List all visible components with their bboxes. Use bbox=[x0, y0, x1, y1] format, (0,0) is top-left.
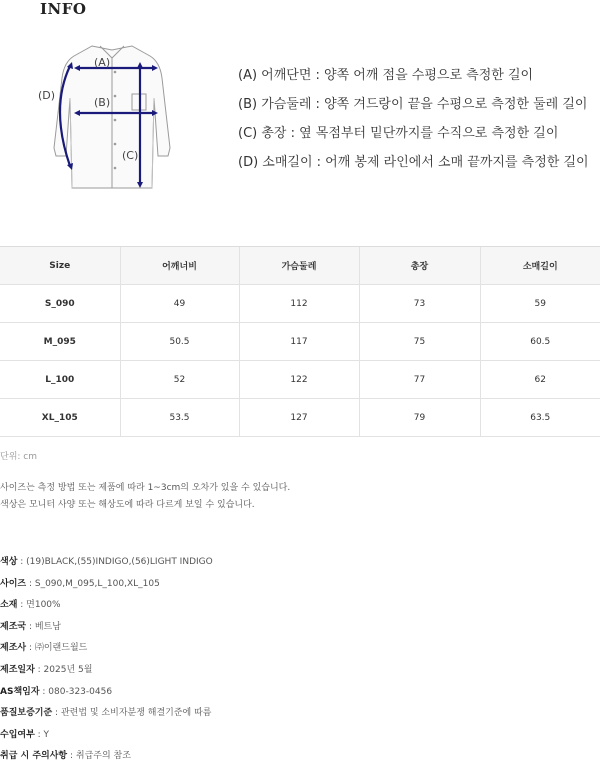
size-cell: M_095 bbox=[0, 323, 120, 361]
measurement-descriptions bbox=[238, 64, 589, 180]
sleeve-cell: 63.5 bbox=[480, 399, 600, 437]
shoulder-cell: 50.5 bbox=[120, 323, 239, 361]
spec-label: 소재 bbox=[0, 600, 18, 611]
size-cell: XL_105 bbox=[0, 399, 120, 437]
size-notes bbox=[0, 480, 290, 514]
length-cell: 75 bbox=[359, 323, 480, 361]
table-row bbox=[0, 323, 600, 361]
chest-cell: 117 bbox=[239, 323, 359, 361]
diagram-label-a: (A) bbox=[94, 56, 111, 69]
table-row bbox=[0, 399, 600, 437]
size-table-header: 총장 bbox=[359, 247, 480, 285]
note-size-tolerance: 사이즈는 측정 방법 또는 제품에 따라 1~3cm의 오차가 있을 수 있습니다. bbox=[0, 483, 291, 493]
spec-row: 제조사 : ㈜이랜드월드 bbox=[0, 643, 88, 654]
size-cell: L_100 bbox=[0, 361, 120, 399]
chest-cell: 127 bbox=[239, 399, 359, 437]
spec-value: (19)BLACK,(55)INDIGO,(56)LIGHT INDIGO bbox=[26, 557, 213, 567]
spec-label: 품질보증기준 bbox=[0, 708, 53, 719]
spec-label: 제조국 bbox=[0, 621, 27, 632]
spec-value: 취급주의 참조 bbox=[75, 751, 131, 762]
spec-value: 베트남 bbox=[34, 621, 61, 632]
spec-row: 사이즈 : S_090,M_095,L_100,XL_105 bbox=[0, 578, 160, 589]
spec-value: 080-323-0456 bbox=[48, 686, 113, 697]
shoulder-cell: 52 bbox=[120, 361, 239, 399]
sleeve-cell: 59 bbox=[480, 285, 600, 323]
size-table-header: Size bbox=[0, 247, 120, 285]
size-table-header: 가슴둘레 bbox=[239, 247, 359, 285]
spec-row: 제조국 : 베트남 bbox=[0, 621, 61, 632]
spec-value: ㈜이랜드월드 bbox=[34, 643, 88, 654]
sleeve-cell: 62 bbox=[480, 361, 600, 399]
chest-cell: 122 bbox=[239, 361, 359, 399]
spec-row: 색상 : (19)BLACK,(55)INDIGO,(56)LIGHT INDIGO bbox=[0, 557, 213, 567]
note-color-display: 색상은 모니터 사양 또는 해상도에 따라 다르게 보일 수 있습니다. bbox=[0, 500, 255, 510]
spec-value: 관련법 및 소비자분쟁 해결기준에 따름 bbox=[60, 708, 212, 719]
diagram-label-c: (C) bbox=[122, 149, 139, 162]
page-title: INFO bbox=[40, 0, 87, 18]
length-cell: 79 bbox=[359, 399, 480, 437]
spec-row: 품질보증기준 : 관련법 및 소비자분쟁 해결기준에 따름 bbox=[0, 708, 212, 719]
spec-row: AS책임자 : 080-323-0456 bbox=[0, 686, 113, 697]
size-cell: S_090 bbox=[0, 285, 120, 323]
description-sleeve: (D) 소매길이 : 어깨 봉제 라인에서 소매 끝까지를 측정한 길이 bbox=[238, 155, 589, 170]
description-length: (C) 총장 : 옆 목점부터 밑단까지를 수직으로 측정한 길이 bbox=[238, 126, 559, 141]
chest-cell: 112 bbox=[239, 285, 359, 323]
spec-label: 제조사 bbox=[0, 643, 27, 654]
description-chest: (B) 가슴둘레 : 양쪽 겨드랑이 끝을 수평으로 측정한 둘레 길이 bbox=[238, 97, 588, 112]
size-table bbox=[0, 246, 600, 437]
sleeve-cell: 60.5 bbox=[480, 323, 600, 361]
spec-row: 소재 : 면100% bbox=[0, 600, 61, 611]
product-specs bbox=[0, 554, 213, 770]
spec-row: 제조일자 : 2025년 5월 bbox=[0, 664, 93, 675]
table-row bbox=[0, 361, 600, 399]
size-table-header-row bbox=[0, 247, 600, 285]
spec-label: 색상 bbox=[0, 557, 18, 567]
length-cell: 77 bbox=[359, 361, 480, 399]
spec-row: 취급 시 주의사항 : 취급주의 참조 bbox=[0, 751, 131, 762]
size-table-header: 소매길이 bbox=[480, 247, 600, 285]
table-row bbox=[0, 285, 600, 323]
diagram-label-b: (B) bbox=[94, 96, 111, 109]
shoulder-cell: 49 bbox=[120, 285, 239, 323]
spec-value: 2025년 5월 bbox=[43, 664, 93, 675]
diagram-label-d: (D) bbox=[38, 89, 56, 102]
length-cell: 73 bbox=[359, 285, 480, 323]
spec-label: 수입여부 bbox=[0, 729, 35, 740]
spec-label: AS책임자 bbox=[0, 686, 40, 697]
spec-value: S_090,M_095,L_100,XL_105 bbox=[34, 578, 160, 589]
spec-label: 사이즈 bbox=[0, 578, 27, 589]
unit-note: 단위: cm bbox=[0, 452, 37, 462]
spec-label: 제조일자 bbox=[0, 664, 35, 675]
spec-row: 수입여부 : Y bbox=[0, 729, 50, 740]
size-table-header: 어깨너비 bbox=[120, 247, 239, 285]
description-shoulder: (A) 어깨단면 : 양쪽 어깨 점을 수평으로 측정한 길이 bbox=[238, 68, 534, 83]
shoulder-cell: 53.5 bbox=[120, 399, 239, 437]
spec-value: 면100% bbox=[26, 600, 61, 611]
spec-value: Y bbox=[43, 729, 50, 740]
spec-label: 취급 시 주의사항 bbox=[0, 751, 68, 762]
shirt-measurement-diagram bbox=[30, 38, 190, 198]
